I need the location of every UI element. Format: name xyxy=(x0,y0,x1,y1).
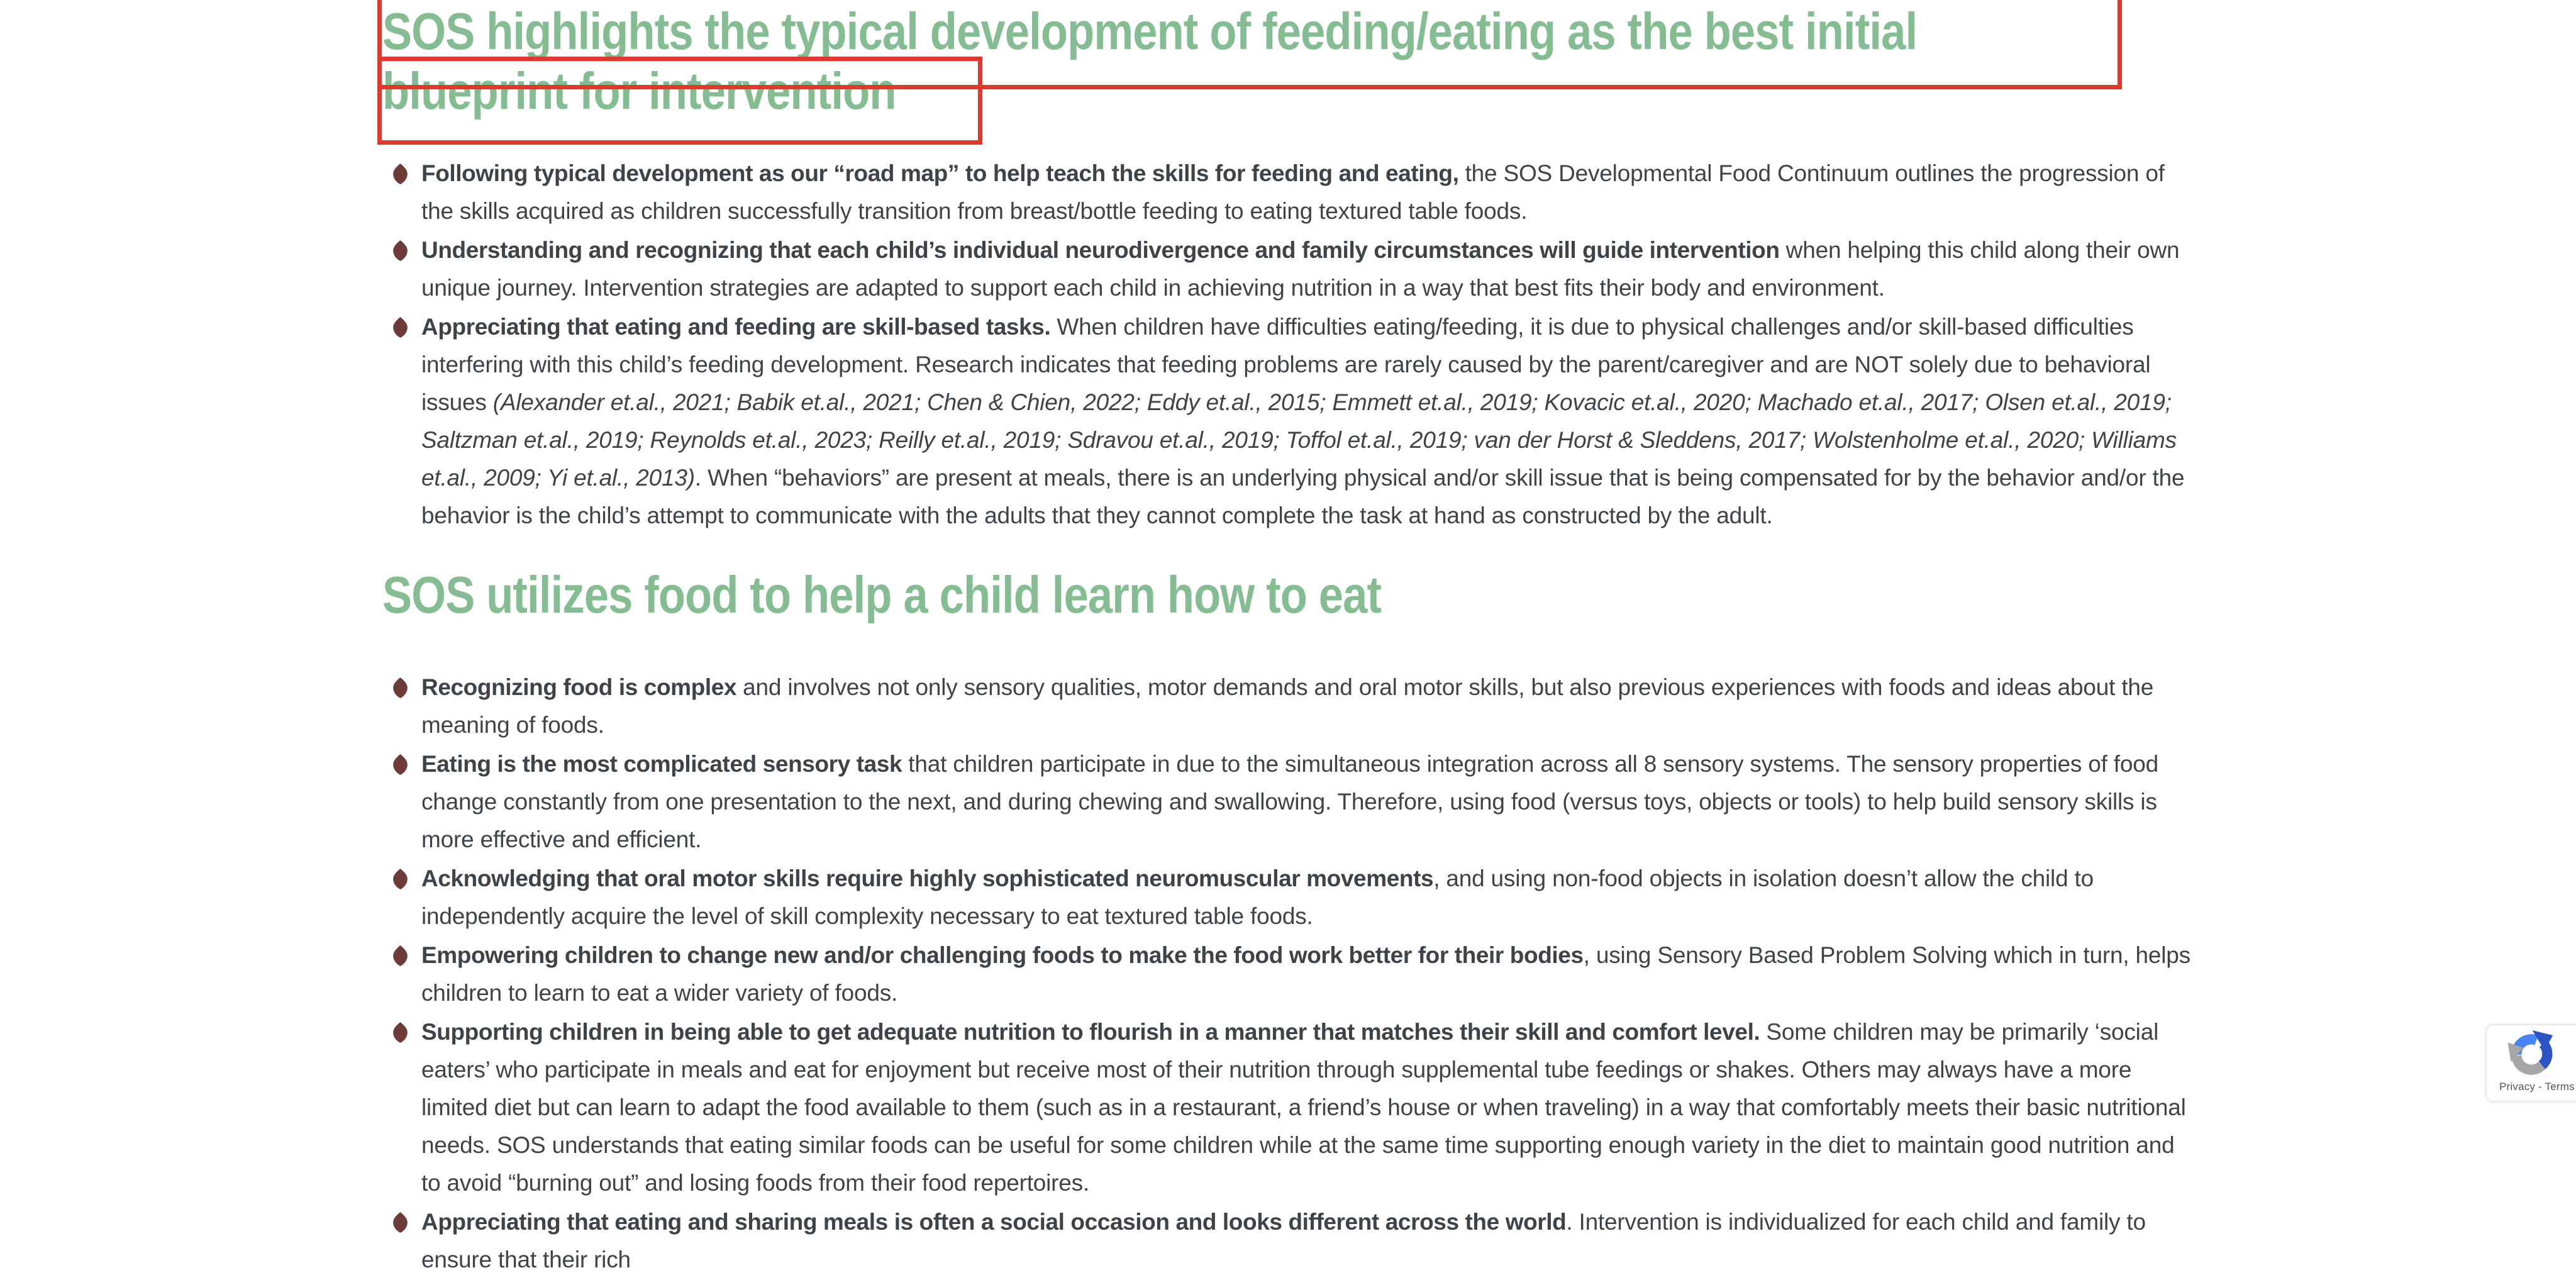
section-title xyxy=(382,565,2206,625)
list-item xyxy=(382,1013,2200,1202)
list-item xyxy=(382,745,2200,859)
bullet-lead-text: Recognizing food is complex xyxy=(421,674,737,700)
apple-bullet-icon xyxy=(392,240,408,261)
list-item xyxy=(382,308,2200,535)
apple-bullet-icon xyxy=(392,1212,408,1233)
page-title xyxy=(382,1,2206,121)
recaptcha-privacy-terms[interactable]: Privacy - Terms xyxy=(2499,1081,2575,1093)
apple-bullet-icon xyxy=(392,677,408,698)
bullet-lead-text: Empowering children to change new and/or challenging foods to make the food work better for their bodies xyxy=(421,942,1584,968)
list-item xyxy=(382,231,2200,307)
recaptcha-logo-icon xyxy=(2507,1030,2556,1079)
apple-bullet-icon xyxy=(392,869,408,889)
list-item xyxy=(382,937,2200,1012)
apple-bullet-icon xyxy=(392,754,408,775)
apple-bullet-icon xyxy=(392,1022,408,1043)
bullet-body-text: . Intervention is individualized for each child and family to ensure that their rich xyxy=(421,1209,2146,1272)
bullet-lead-text: Acknowledging that oral motor skills require highly sophisticated neuromuscular movements xyxy=(421,865,1434,891)
bullet-body-text: . When “behaviors” are present at meals, there is an underlying physical and/or skill issue that is being compensated for by the behavior and/or the behavior is the child’s attempt to communicate with the adults that they cannot complete the task at hand as constructed by the adult. xyxy=(421,465,2185,528)
bullet-lead-text: Understanding and recognizing that each child’s individual neurodivergence and family circumstances will guide intervention xyxy=(421,237,1780,263)
apple-bullet-icon xyxy=(392,317,408,338)
list-item xyxy=(382,860,2200,935)
list-item xyxy=(382,669,2200,744)
bullet-lead-text: Supporting children in being able to get adequate nutrition to flourish in a manner that matches their skill and comfort level. xyxy=(421,1019,1760,1045)
bullet-body-text: Some children may be primarily ‘social eaters’ who participate in meals and eat for enjoyment but receive most of their nutrition through supplemental tube feedings or shakes. Others may always have a more limited diet but can learn to adapt the food available to them (such as in a restaurant, a friend’s house or when traveling) in a way that comfortably meets their basic nutritional needs. SOS understands that eating similar foods can be useful for some children while at the same time supporting enough variety in the diet to maintain good nutrition and to avoid “burning out” and losing foods from their food repertoires. xyxy=(421,1019,2186,1196)
apple-bullet-icon xyxy=(392,945,408,966)
recaptcha-badge[interactable] xyxy=(2487,1025,2576,1101)
bullet-body-text: the SOS Developmental Food Continuum outlines the progression of the skills acquired as children successfully transition from breast/bottle feeding to eating textured table foods. xyxy=(421,160,2165,224)
bullet-body-text: that children participate in due to the simultaneous integration across all 8 sensory systems. The sensory properties of food change constantly from one presentation to the next, and during chewing and swallowing. Therefore, using food (versus toys, objects or tools) to help build sensory skills is more effective and efficient. xyxy=(421,751,2159,852)
list-item xyxy=(382,155,2200,230)
feature-list-1 xyxy=(382,155,2200,535)
page-title-line2: blueprint for intervention xyxy=(382,62,896,120)
bullet-body-text: When children have difficulties eating/feeding, it is due to physical challenges and/or skill-based difficulties interfering with this child’s feeding development. Research indicates that feeding problems are rarely caused by the parent/caregiver and are NOT solely due to behavioral issues xyxy=(421,314,2151,415)
section-title-line1: SOS utilizes food to help a child learn how to eat xyxy=(382,565,1382,624)
feature-list-2 xyxy=(382,669,2200,1279)
list-item xyxy=(382,1203,2200,1279)
apple-bullet-icon xyxy=(392,164,408,184)
bullet-body-text: , using Sensory Based Problem Solving which in turn, helps children to learn to eat a wider variety of foods. xyxy=(421,942,2190,1006)
bullet-lead-text: Appreciating that eating and sharing meals is often a social occasion and looks different across the world xyxy=(421,1209,1567,1235)
main-content xyxy=(382,1,2206,1280)
citation-text: (Alexander et.al., 2021; Babik et.al., 2021; Chen & Chien, 2022; Eddy et.al., 2015; Emmett et.al., 2019; Kovacic et.al., 2020; Machado et.al., 2017; Olsen et.al., 2019; Saltzman et.al., 2019; Reynolds et.al., 2023; Reilly et.al., 2019; Sdravou et.al., 2019; Toffol et.al., 2019; van der Horst & Sleddens, 2017; Wolstenholme et.al., 2020; Williams et.al., 2009; Yi et.al., 2013) xyxy=(421,389,2177,491)
page-title-line1: SOS highlights the typical development of feeding/eating as the best initial xyxy=(382,2,1918,60)
bullet-lead-text: Eating is the most complicated sensory task xyxy=(421,751,902,777)
bullet-body-text: and involves not only sensory qualities, motor demands and oral motor skills, but also previous experiences with foods and ideas about the meaning of foods. xyxy=(421,674,2154,738)
bullet-lead-text: Appreciating that eating and feeding are skill-based tasks. xyxy=(421,314,1051,340)
bullet-body-text: when helping this child along their own unique journey. Intervention strategies are adapted to support each child in achieving nutrition in a way that best fits their body and environment. xyxy=(421,237,2180,301)
bullet-body-text: , and using non-food objects in isolation doesn’t allow the child to independently acquire the level of skill complexity necessary to eat textured table foods. xyxy=(421,865,2094,929)
bullet-lead-text: Following typical development as our “road map” to help teach the skills for feeding and eating, xyxy=(421,160,1459,186)
